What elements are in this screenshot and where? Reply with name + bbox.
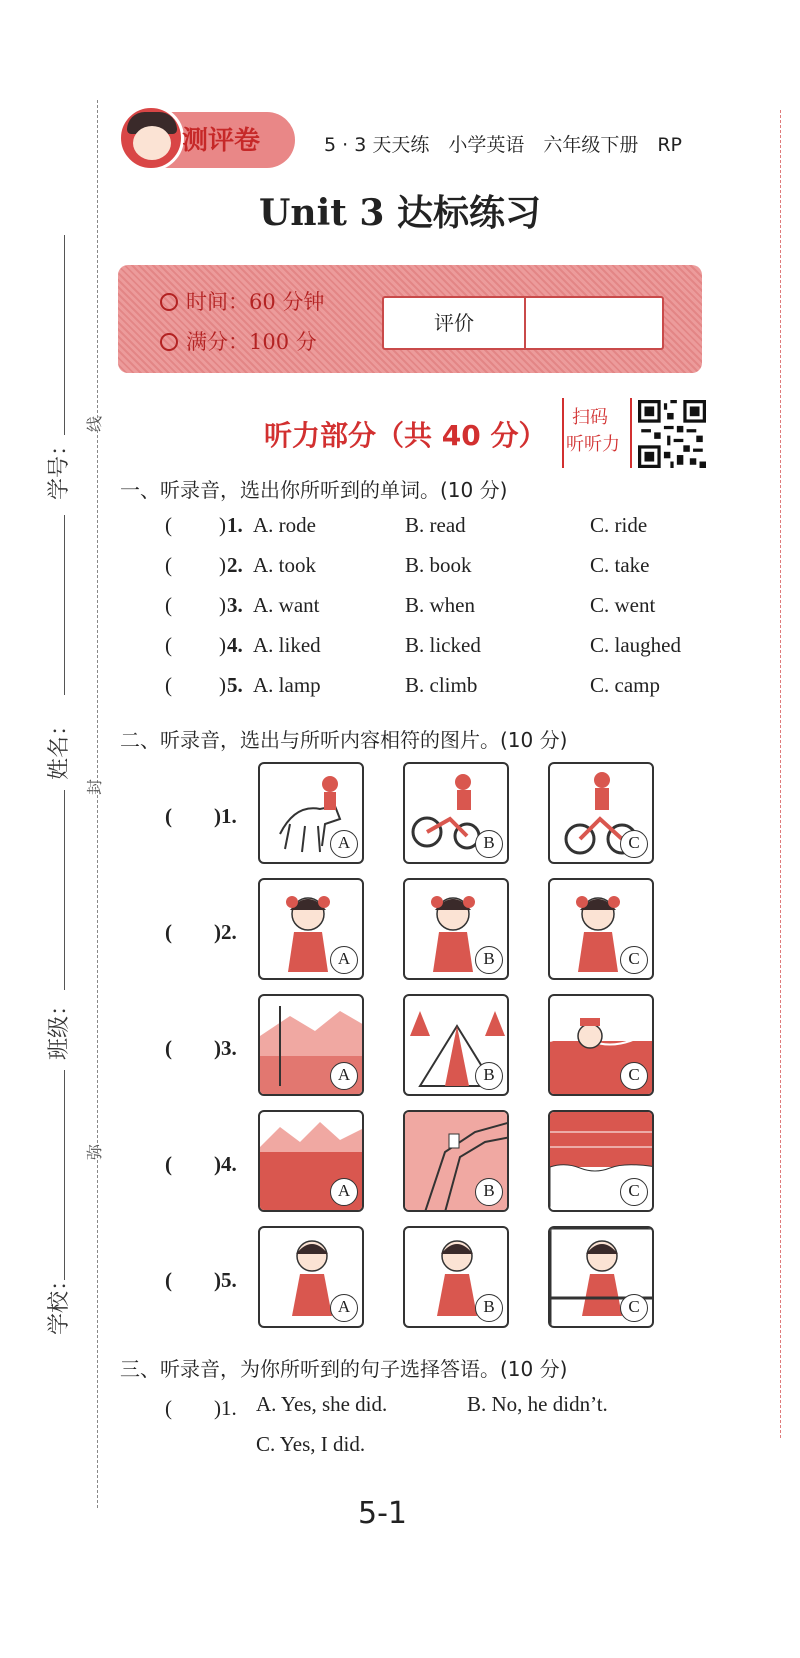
option-a: A. liked <box>253 633 321 657</box>
option-c: C. laughed <box>590 633 681 657</box>
time-text: 时间：60 分钟 <box>186 290 325 314</box>
part3-title: 三、听录音，为你所听到的句子选择答语。(10 分) <box>120 1357 568 1381</box>
score-line <box>160 326 317 356</box>
option-picture[interactable] <box>258 1110 364 1212</box>
clock-icon <box>160 293 178 311</box>
option-a: A. want <box>253 593 320 617</box>
option-letter: A <box>330 1178 358 1206</box>
part3-item1-option-a: A. Yes, she did. <box>256 1392 388 1416</box>
answer-paren-open: ( <box>165 673 172 697</box>
part2-row-label: ( )5. <box>165 1268 237 1292</box>
part2-row-label: ( )2. <box>165 920 237 944</box>
option-letter: C <box>620 830 648 858</box>
option-b: B. when <box>405 593 475 617</box>
listening-title: 听力部分（共 40 分） <box>264 419 547 452</box>
option-picture[interactable] <box>403 762 509 864</box>
option-letter: B <box>475 1294 503 1322</box>
boy-mascot-icon <box>118 105 184 171</box>
option-picture[interactable] <box>258 878 364 980</box>
part3-item1-label: ( )1. <box>165 1396 237 1420</box>
option-a: A. lamp <box>253 673 321 697</box>
item-number: 3. <box>227 593 243 617</box>
cut-mark-seal: 封 <box>85 778 104 795</box>
name-label: 姓名： <box>47 713 72 780</box>
option-letter: B <box>475 1178 503 1206</box>
score-text: 满分：100 分 <box>186 330 317 354</box>
option-letter: A <box>330 1062 358 1090</box>
evaluation-box <box>382 296 664 350</box>
answer-paren-open: ( <box>165 593 172 617</box>
option-picture[interactable] <box>548 1226 654 1328</box>
item-number: 1. <box>227 513 243 537</box>
option-picture[interactable] <box>548 762 654 864</box>
page-number: 5-1 <box>358 1496 407 1531</box>
answer-paren-open: ( <box>165 633 172 657</box>
item-number: 4. <box>227 633 243 657</box>
option-picture[interactable] <box>403 878 509 980</box>
part2-row-label: ( )3. <box>165 1036 237 1060</box>
badge-label: 测评卷 <box>182 126 261 156</box>
cut-mark-line: 线 <box>85 415 104 432</box>
answer-paren-close: ) <box>219 513 226 537</box>
part1-title: 一、听录音，选出你所听到的单词。(10 分) <box>120 478 508 502</box>
answer-paren-open: ( <box>165 553 172 577</box>
item-number: 2. <box>227 553 243 577</box>
school-label: 学校： <box>47 1268 72 1335</box>
part3-item1-option-b: B. No, he didn’t. <box>467 1392 608 1416</box>
option-letter: B <box>475 1062 503 1090</box>
qr-code-icon[interactable] <box>638 400 706 468</box>
option-c: C. went <box>590 593 656 617</box>
right-dashed-line <box>780 110 781 1438</box>
option-letter: C <box>620 1062 648 1090</box>
class-label: 班级： <box>47 993 72 1060</box>
check-icon <box>160 333 178 351</box>
option-picture[interactable] <box>258 762 364 864</box>
answer-paren-open: ( <box>165 513 172 537</box>
option-letter: B <box>475 830 503 858</box>
cut-mark-seal2: 弥 <box>85 1143 104 1160</box>
option-c: C. camp <box>590 673 660 697</box>
class-rule <box>64 790 65 990</box>
scan-text-2: 听听力 <box>566 434 620 455</box>
option-letter: C <box>620 1294 648 1322</box>
option-letter: A <box>330 1294 358 1322</box>
option-picture[interactable] <box>403 1110 509 1212</box>
option-picture[interactable] <box>403 1226 509 1328</box>
option-letter: C <box>620 1178 648 1206</box>
part2-row-label: ( )1. <box>165 804 237 828</box>
option-c: C. ride <box>590 513 648 537</box>
option-a: A. took <box>253 553 316 577</box>
option-b: B. licked <box>405 633 481 657</box>
option-picture[interactable] <box>548 994 654 1096</box>
option-a: A. rode <box>253 513 316 537</box>
time-line <box>160 286 324 316</box>
page-title: Unit 3 达标练习 <box>259 192 541 234</box>
binding-dashed-line <box>97 100 98 1508</box>
option-c: C. take <box>590 553 650 577</box>
answer-paren-close: ) <box>219 553 226 577</box>
option-picture[interactable] <box>258 1226 364 1328</box>
item-number: 5. <box>227 673 243 697</box>
evaluation-label: 评价 <box>384 298 526 348</box>
option-b: B. read <box>405 513 466 537</box>
option-picture[interactable] <box>548 878 654 980</box>
option-picture[interactable] <box>258 994 364 1096</box>
series-info: 5 · 3 天天练 小学英语 六年级下册 RP <box>324 134 682 156</box>
answer-paren-close: ) <box>219 593 226 617</box>
name-rule <box>64 515 65 695</box>
option-letter: A <box>330 946 358 974</box>
student-no-rule <box>64 235 65 435</box>
option-picture[interactable] <box>403 994 509 1096</box>
option-picture[interactable] <box>548 1110 654 1212</box>
option-letter: A <box>330 830 358 858</box>
option-b: B. climb <box>405 673 478 697</box>
scan-text-1: 扫码 <box>572 407 608 428</box>
part2-title: 二、听录音，选出与所听内容相符的图片。(10 分) <box>120 728 568 752</box>
student-no-label: 学号： <box>47 433 72 500</box>
option-b: B. book <box>405 553 472 577</box>
part2-row-label: ( )4. <box>165 1152 237 1176</box>
option-letter: C <box>620 946 648 974</box>
answer-paren-close: ) <box>219 633 226 657</box>
option-letter: B <box>475 946 503 974</box>
part3-item1-option-c: C. Yes, I did. <box>256 1432 366 1456</box>
answer-paren-close: ) <box>219 673 226 697</box>
school-rule <box>64 1070 65 1280</box>
